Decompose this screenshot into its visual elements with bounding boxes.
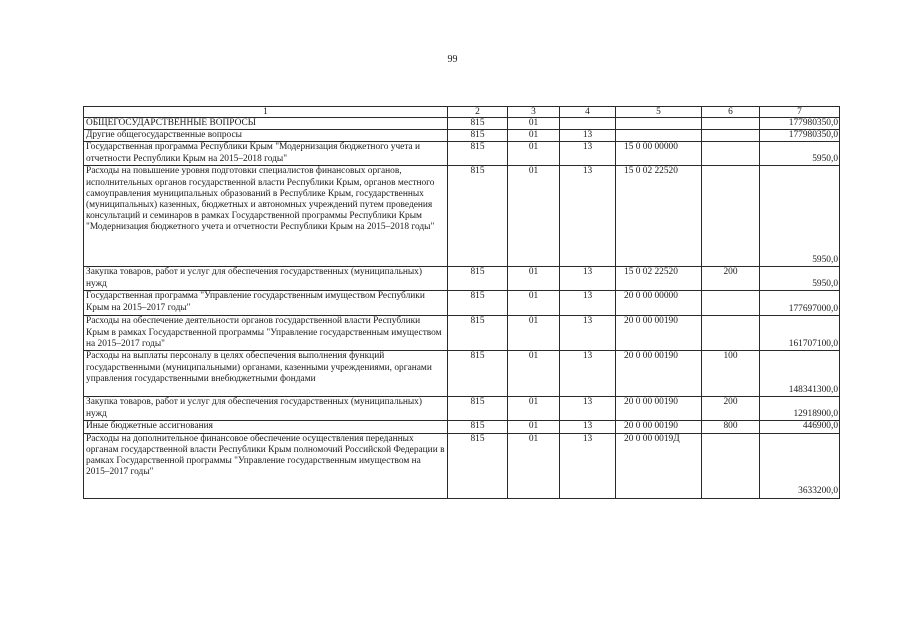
row-target-code-cell: 20 0 00 0019Д: [616, 433, 702, 498]
row-expense-type-cell: [702, 433, 760, 498]
row-subsection-cell: 13: [560, 316, 616, 351]
budget-table: [83, 106, 840, 499]
row-code-cell: 815: [448, 316, 508, 351]
row-code-cell: 815: [448, 351, 508, 397]
row-subsection-cell: 13: [560, 267, 616, 291]
row-section-cell: 01: [508, 421, 560, 433]
row-code-cell: 815: [448, 433, 508, 498]
row-name-cell: Закупка товаров, работ и услуг для обеспечения государственных (муниципальных) нужд: [84, 397, 448, 421]
row-target-code-cell: 15 0 02 22520: [616, 267, 702, 291]
row-section-cell: 01: [508, 142, 560, 166]
row-target-code-cell: 20 0 00 00190: [616, 397, 702, 421]
row-amount-cell: 5950,0: [760, 166, 840, 267]
row-amount-cell: 177980350,0: [760, 130, 840, 142]
row-subsection-cell: 13: [560, 433, 616, 498]
row-target-code-cell: 15 0 02 22520: [616, 166, 702, 267]
row-amount-cell: 161707100,0: [760, 316, 840, 351]
row-section-cell: 01: [508, 397, 560, 421]
row-section-cell: 01: [508, 267, 560, 291]
row-amount-cell: 177980350,0: [760, 118, 840, 130]
row-subsection-cell: 13: [560, 166, 616, 267]
table-row: [84, 166, 840, 267]
row-code-cell: 815: [448, 421, 508, 433]
table-row: [84, 118, 840, 130]
header-cell: 4: [560, 107, 616, 118]
row-amount-cell: 148341300,0: [760, 351, 840, 397]
table-row: [84, 397, 840, 421]
row-expense-type-cell: [702, 118, 760, 130]
row-expense-type-cell: [702, 142, 760, 166]
row-section-cell: 01: [508, 433, 560, 498]
row-subsection-cell: 13: [560, 142, 616, 166]
row-target-code-cell: [616, 130, 702, 142]
row-name-cell: Государственная программа "Управление государственным имуществом Республики Крым на 2015–2017 годы": [84, 291, 448, 316]
header-cell: 3: [508, 107, 560, 118]
row-subsection-cell: 13: [560, 130, 616, 142]
table-row: [84, 267, 840, 291]
row-name-cell: Закупка товаров, работ и услуг для обеспечения государственных (муниципальных) нужд: [84, 267, 448, 291]
row-section-cell: 01: [508, 118, 560, 130]
header-cell: 2: [448, 107, 508, 118]
row-code-cell: 815: [448, 142, 508, 166]
row-expense-type-cell: 800: [702, 421, 760, 433]
table-row: [84, 421, 840, 433]
table-row: [84, 351, 840, 397]
table-row: [84, 142, 840, 166]
row-subsection-cell: 13: [560, 291, 616, 316]
row-amount-cell: 5950,0: [760, 267, 840, 291]
table-row: [84, 130, 840, 142]
row-target-code-cell: 20 0 00 00190: [616, 421, 702, 433]
row-amount-cell: 5950,0: [760, 142, 840, 166]
row-amount-cell: 177697000,0: [760, 291, 840, 316]
row-expense-type-cell: [702, 166, 760, 267]
header-cell: 5: [616, 107, 702, 118]
table-row: [84, 291, 840, 316]
row-target-code-cell: 15 0 00 00000: [616, 142, 702, 166]
row-section-cell: 01: [508, 351, 560, 397]
row-name-cell: Расходы на выплаты персоналу в целях обеспечения выполнения функций государственными (муниципальными) органами, казенными учреждениями, органами управления государственными внебюджетными фондами: [84, 351, 448, 397]
row-section-cell: 01: [508, 316, 560, 351]
row-expense-type-cell: [702, 291, 760, 316]
row-target-code-cell: 20 0 00 00190: [616, 351, 702, 397]
row-code-cell: 815: [448, 397, 508, 421]
row-subsection-cell: 13: [560, 397, 616, 421]
table-row: [84, 316, 840, 351]
row-code-cell: 815: [448, 291, 508, 316]
row-name-cell: ОБЩЕГОСУДАРСТВЕННЫЕ ВОПРОСЫ: [84, 118, 448, 130]
row-target-code-cell: 20 0 00 00000: [616, 291, 702, 316]
row-section-cell: 01: [508, 291, 560, 316]
row-code-cell: 815: [448, 166, 508, 267]
row-code-cell: 815: [448, 118, 508, 130]
row-code-cell: 815: [448, 267, 508, 291]
table-header-row: [84, 107, 840, 118]
row-subsection-cell: [560, 118, 616, 130]
row-expense-type-cell: 100: [702, 351, 760, 397]
table-row: [84, 433, 840, 498]
row-target-code-cell: [616, 118, 702, 130]
header-cell: 7: [760, 107, 840, 118]
header-cell: 6: [702, 107, 760, 118]
row-subsection-cell: 13: [560, 421, 616, 433]
row-expense-type-cell: [702, 316, 760, 351]
row-name-cell: Расходы на повышение уровня подготовки специалистов финансовых органов, исполнительных органов государственной власти Республики Крым, органов местного самоуправления муниципальных образований в Республике Крым, государственных (муниципальных) казенных, бюджетных и автономных учреждений путем проведения консультаций и семинаров в рамках Государственной программы Республики Крым "Модернизация бюджетного учета и отчетности Республики Крым на 2015–2018 годы": [84, 166, 448, 267]
row-name-cell: Расходы на обеспечение деятельности органов государственной власти Республики Крым в рамках Государственной программы "Управление государственным имуществом на 2015–2017 годы": [84, 316, 448, 351]
row-target-code-cell: 20 0 00 00190: [616, 316, 702, 351]
row-amount-cell: 3633200,0: [760, 433, 840, 498]
row-section-cell: 01: [508, 130, 560, 142]
row-subsection-cell: 13: [560, 351, 616, 397]
row-expense-type-cell: [702, 130, 760, 142]
row-name-cell: Расходы на дополнительное финансовое обеспечение осуществления переданных органам государственной власти Республики Крым полномочий Российской Федерации в рамках Государственной программы "Управление государственным имуществом на 2015–2017 годы": [84, 433, 448, 498]
row-name-cell: Государственная программа Республики Крым "Модернизация бюджетного учета и отчетности Республики Крым на 2015–2018 годы": [84, 142, 448, 166]
row-code-cell: 815: [448, 130, 508, 142]
row-amount-cell: 446900,0: [760, 421, 840, 433]
page-number: 99: [447, 54, 458, 65]
row-section-cell: 01: [508, 166, 560, 267]
header-cell: 1: [84, 107, 448, 118]
row-name-cell: Иные бюджетные ассигнования: [84, 421, 448, 433]
row-amount-cell: 12918900,0: [760, 397, 840, 421]
row-expense-type-cell: 200: [702, 267, 760, 291]
row-name-cell: Другие общегосударственные вопросы: [84, 130, 448, 142]
row-expense-type-cell: 200: [702, 397, 760, 421]
